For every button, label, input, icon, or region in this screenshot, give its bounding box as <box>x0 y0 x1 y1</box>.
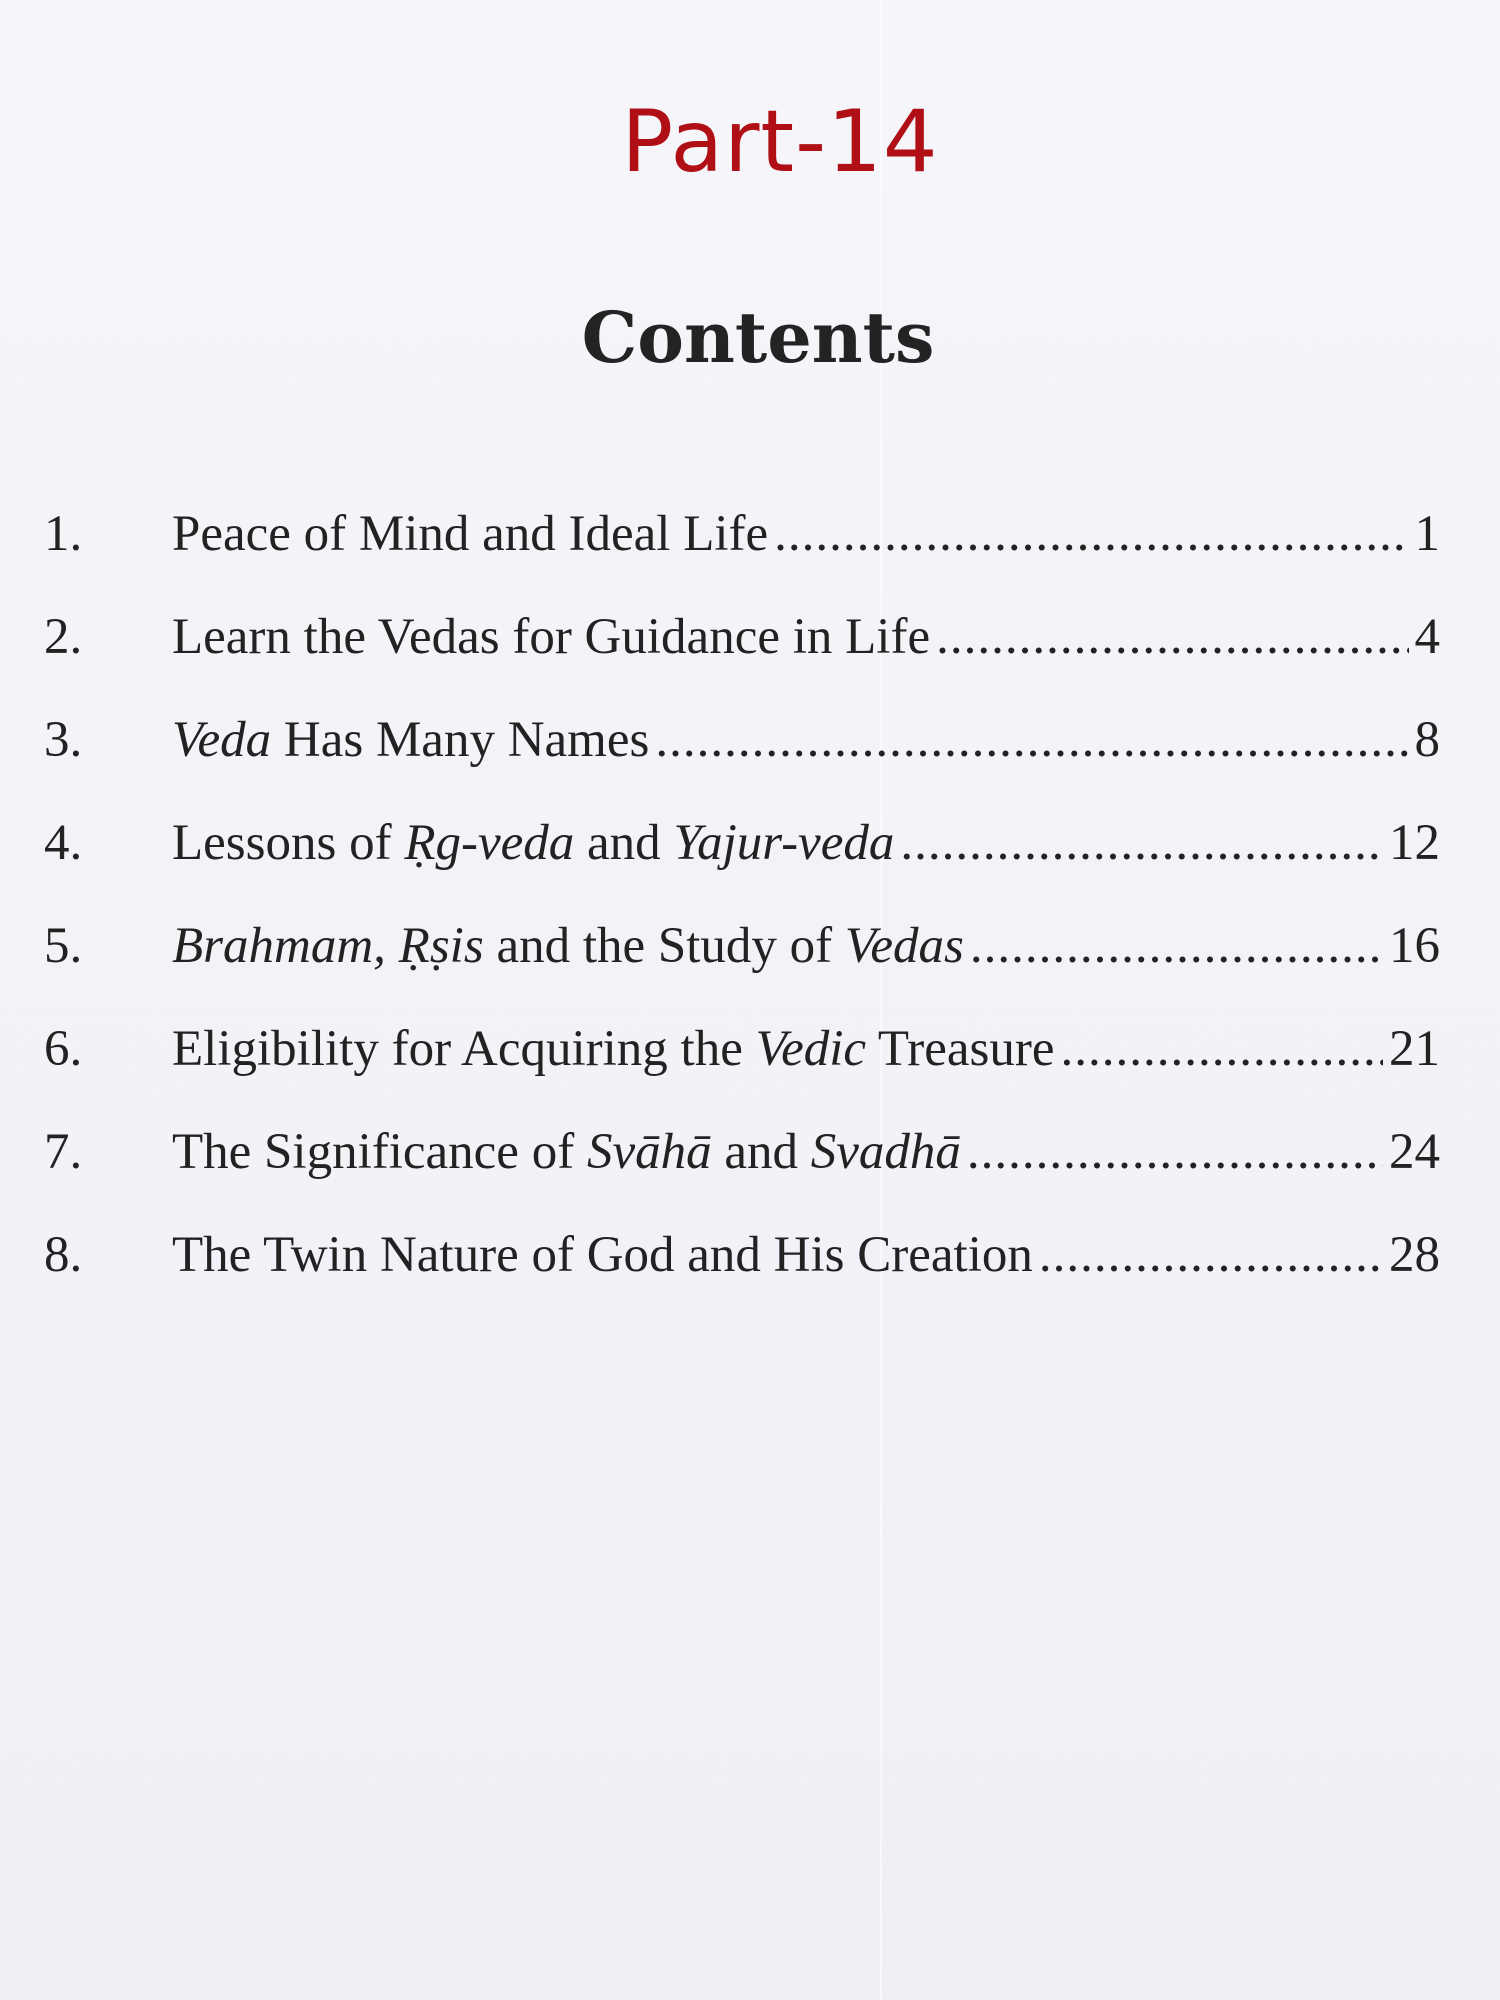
toc-entry-title <box>172 608 930 666</box>
toc-dot-leader <box>900 814 1383 872</box>
toc-entry <box>44 711 1440 814</box>
toc-entry-number: 5. <box>44 918 83 974</box>
toc-entry-title <box>172 1020 1054 1078</box>
toc-title-italic-segment: Veda <box>172 712 272 768</box>
toc-dot-leader <box>936 608 1408 666</box>
toc-entry-number: 3. <box>44 712 83 768</box>
toc-entry <box>44 608 1440 711</box>
toc-dot-leader <box>655 711 1408 769</box>
toc-entry-page-number: 16 <box>1389 918 1440 974</box>
toc-entry-page-number: 12 <box>1389 815 1440 871</box>
toc-title-segment: and <box>574 815 674 871</box>
toc-entry-title <box>172 1123 961 1181</box>
toc-dot-leader <box>1060 1020 1383 1078</box>
toc-title-segment: and the Study of <box>483 918 845 974</box>
toc-title-italic-segment: Brahmam, Ṛṣis <box>172 918 484 974</box>
toc-title-segment: The Twin Nature of God and His Creation <box>172 1227 1033 1283</box>
toc-entry-number: 4. <box>44 815 83 871</box>
toc-title-segment: Learn the Vedas for Guidance in Life <box>172 609 931 665</box>
toc-entry-page-number: 8 <box>1414 712 1440 768</box>
toc-entry-page-number: 1 <box>1414 506 1440 562</box>
toc-entry <box>44 917 1440 1020</box>
toc-entry-title <box>172 917 964 975</box>
toc-dot-leader <box>774 505 1408 563</box>
table-of-contents <box>44 505 1440 1329</box>
toc-entry <box>44 1226 1440 1329</box>
toc-entry-page-number: 21 <box>1389 1021 1440 1077</box>
toc-entry-title <box>172 505 768 563</box>
toc-title-italic-segment: Vedas <box>844 918 964 974</box>
toc-title-segment: and <box>711 1124 811 1180</box>
toc-entry-number: 8. <box>44 1227 83 1283</box>
toc-title-segment: The Significance of <box>172 1124 587 1180</box>
toc-dot-leader <box>970 917 1383 975</box>
toc-entry-title <box>172 711 649 769</box>
toc-dot-leader <box>1039 1226 1383 1284</box>
toc-entry <box>44 1123 1440 1226</box>
toc-title-segment: Peace of Mind and Ideal Life <box>172 506 769 562</box>
toc-title-segment: Has Many Names <box>271 712 650 768</box>
toc-title-italic-segment: Vedic <box>755 1021 867 1077</box>
toc-entry <box>44 1020 1440 1123</box>
toc-dot-leader <box>967 1123 1383 1181</box>
toc-title-italic-segment: Svāhā <box>586 1124 712 1180</box>
toc-entry-page-number: 24 <box>1389 1124 1440 1180</box>
toc-entry-title <box>172 1226 1033 1284</box>
toc-entry-number: 7. <box>44 1124 83 1180</box>
toc-entry-page-number: 4 <box>1414 609 1440 665</box>
toc-entry-number: 1. <box>44 506 83 562</box>
toc-title-italic-segment: Yajur-veda <box>673 815 895 871</box>
toc-entry <box>44 505 1440 608</box>
toc-entry-page-number: 28 <box>1389 1227 1440 1283</box>
contents-heading: Contents <box>581 296 935 379</box>
toc-entry-number: 2. <box>44 609 83 665</box>
toc-title-italic-segment: Ṛg-veda <box>404 815 575 871</box>
toc-title-segment: Lessons of <box>172 815 405 871</box>
toc-title-segment: Treasure <box>866 1021 1055 1077</box>
toc-title-italic-segment: Svadhā <box>810 1124 961 1180</box>
toc-title-segment: Eligibility for Acquiring the <box>172 1021 756 1077</box>
toc-entry-number: 6. <box>44 1021 83 1077</box>
toc-entry <box>44 814 1440 917</box>
toc-entry-title <box>172 814 894 872</box>
part-label: Part-14 <box>621 92 939 192</box>
